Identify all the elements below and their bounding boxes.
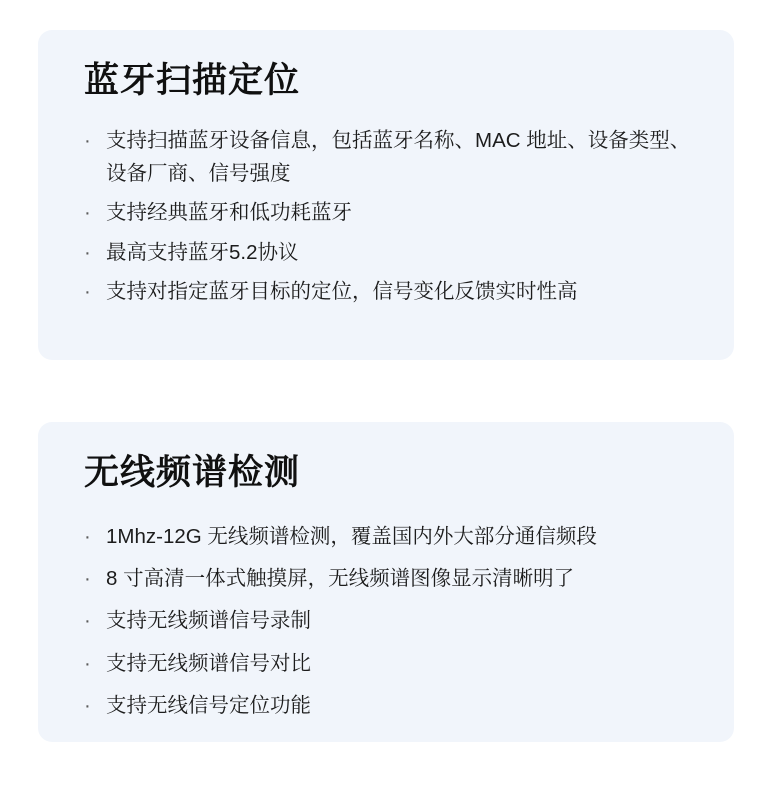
list-item-label: 最高支持蓝牙5.2协议 (106, 240, 299, 264)
bullet-icon: · (84, 240, 91, 264)
list-item-label: 1Mhz-12G 无线频谱检测，覆盖国内外大部分通信频段 (106, 525, 597, 548)
list-item (72, 689, 700, 722)
card-title-bluetooth: 蓝牙扫描定位 (84, 61, 301, 100)
list-item-label: 支持对指定蓝牙目标的定位，信号变化反馈实时性高 (106, 279, 578, 303)
list-item (72, 604, 700, 637)
list-item (72, 520, 700, 553)
list-item (72, 124, 700, 190)
list-item-label: 支持无线频谱信号对比 (106, 651, 311, 675)
bullet-icon: · (84, 567, 91, 591)
list-item-label: 支持无线信号定位功能 (106, 693, 311, 717)
list-item (72, 562, 700, 595)
list-item-label: 8 寸高清一体式触摸屏，无线频谱图像显示清晰明了 (106, 567, 575, 591)
bullet-icon: · (84, 525, 91, 548)
list-item (72, 275, 700, 308)
bullet-icon: · (84, 609, 91, 633)
feature-list-spectrum (72, 520, 700, 722)
bullet-icon: · (84, 693, 91, 717)
bullet-icon: · (84, 279, 91, 303)
list-item-label: 支持无线频谱信号录制 (106, 609, 311, 633)
list-item (72, 196, 700, 229)
bullet-icon: · (84, 651, 91, 675)
bullet-icon: · (84, 201, 91, 225)
card-title-spectrum: 无线频谱检测 (84, 453, 301, 492)
section-spacer (38, 360, 734, 422)
bullet-icon: · (84, 129, 91, 152)
list-item-label: 支持扫描蓝牙设备信息，包括蓝牙名称、MAC 地址、设备类型、设备厂商、信号强度 (106, 129, 691, 186)
list-item (72, 236, 700, 269)
feature-card-spectrum (38, 422, 734, 742)
feature-card-bluetooth (38, 30, 734, 360)
list-item-label: 支持经典蓝牙和低功耗蓝牙 (106, 201, 352, 225)
feature-list-bluetooth (72, 124, 700, 308)
list-item (72, 647, 700, 680)
